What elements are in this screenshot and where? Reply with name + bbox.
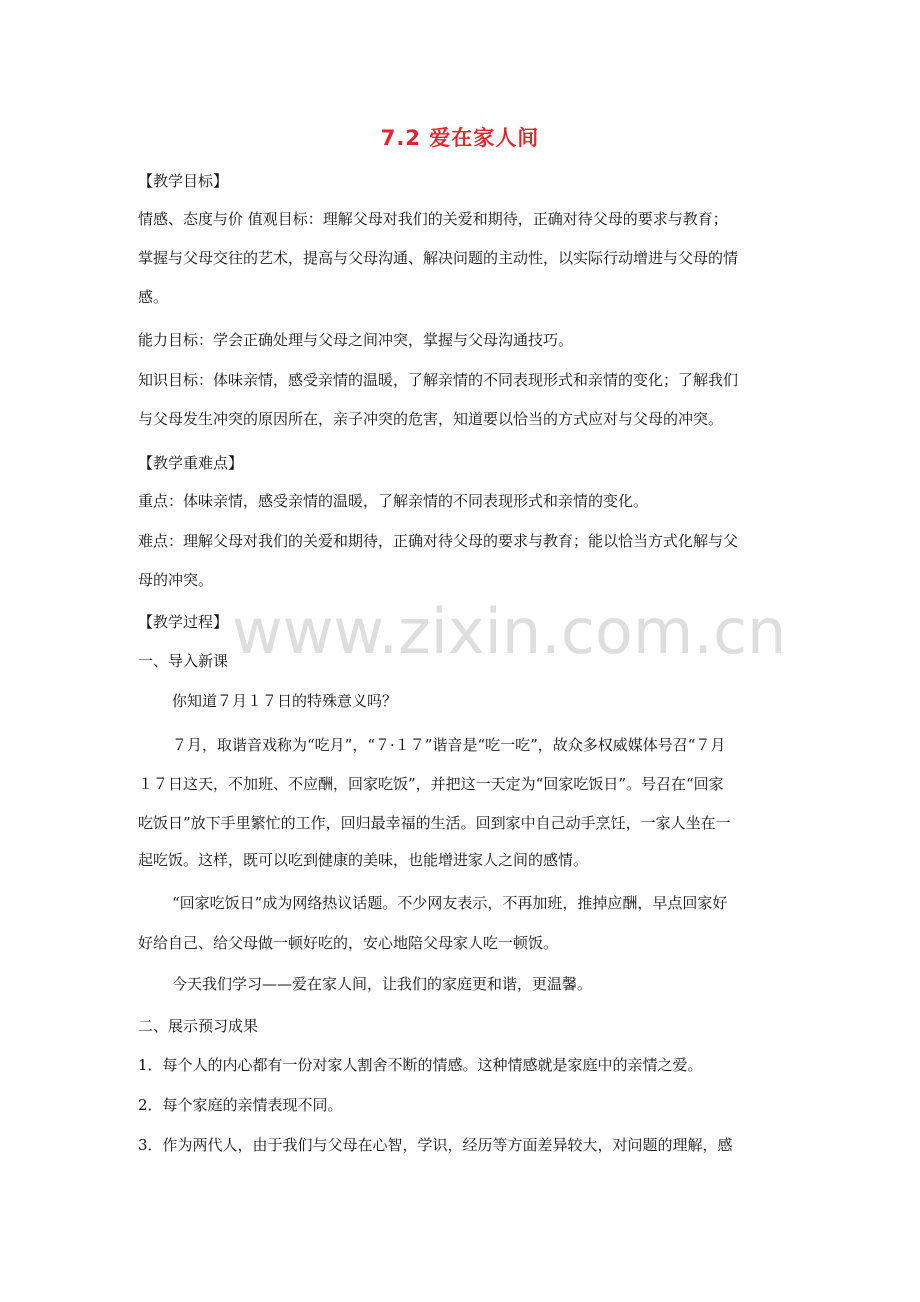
paragraph-line: 今天我们学习——爱在家人间，让我们的家庭更和谐，更温馨。 — [172, 975, 593, 993]
list-item: 3．作为两代人，由于我们与父母在心智，学识，经历等方面差异较大，对问题的理解，感 — [138, 1136, 733, 1154]
section-heading-process: 【教学过程】 — [138, 613, 229, 631]
paragraph-line: 好给自己、给父母做一顿好吃的，安心地陪父母家人吃一顿饭。 — [138, 934, 559, 952]
subheading-intro: 一、导入新课 — [138, 652, 229, 670]
paragraph-line: 感。 — [138, 288, 169, 306]
paragraph-line: 掌握与父母交往的艺术，提高与父母沟通、解决问题的主动性，以实际行动增进与父母的情 — [138, 249, 739, 267]
paragraph-line: 情感、态度与价 值观目标：理解父母对我们的关爱和期待，正确对待父母的要求与教育； — [138, 210, 728, 228]
subheading-preview: 二、展示预习成果 — [138, 1017, 259, 1035]
watermark: www.zixin.com.cn — [232, 595, 787, 668]
paragraph-line: 与父母发生冲突的原因所在，亲子冲突的危害，知道要以恰当的方式应对与父母的冲突。 — [138, 410, 724, 428]
paragraph-line: 你知道７月１７日的特殊意义吗？ — [172, 692, 398, 710]
paragraph-line: ７月，取谐音戏称为“吃月”，“７·１７”谐音是“吃一吃”，故众多权威媒体号召“７月 — [172, 736, 726, 754]
section-heading-objectives: 【教学目标】 — [138, 172, 229, 190]
paragraph-line: 吃饭日”放下手里繁忙的工作，回归最幸福的生活。回到家中自己动手烹饪，一家人坐在一 — [138, 814, 731, 832]
paragraph-line: 难点：理解父母对我们的关爱和期待，正确对待父母的要求与教育；能以恰当方式化解与父 — [138, 532, 739, 550]
paragraph-line: 知识目标：体味亲情，感受亲情的温暖，了解亲情的不同表现形式和亲情的变化；了解我们 — [138, 371, 739, 389]
paragraph-line: 能力目标：学会正确处理与父母之间冲突，掌握与父母沟通技巧。 — [138, 331, 574, 349]
paragraph-line: 重点：体味亲情，感受亲情的温暖，了解亲情的不同表现形式和亲情的变化。 — [138, 492, 649, 510]
document-title: 7.2 爱在家人间 — [380, 126, 540, 150]
paragraph-line: 母的冲突。 — [138, 571, 214, 589]
paragraph-line: 起吃饭。这样，既可以吃到健康的美味，也能增进家人之间的感情。 — [138, 851, 589, 869]
paragraph-line: “回家吃饭日”成为网络热议话题。不少网友表示，不再加班，推掉应酬，早点回家好 — [172, 894, 728, 912]
list-item: 2．每个家庭的亲情表现不同。 — [138, 1096, 343, 1114]
list-item: 1．每个人的内心都有一份对家人割舍不断的情感。这种情感就是家庭中的亲情之爱。 — [138, 1056, 703, 1074]
paragraph-line: １７日这天，不加班、不应酬，回家吃饭”，并把这一天定为“回家吃饭日”。号召在“回家 — [138, 775, 724, 793]
section-heading-key-points: 【教学重难点】 — [138, 454, 244, 472]
